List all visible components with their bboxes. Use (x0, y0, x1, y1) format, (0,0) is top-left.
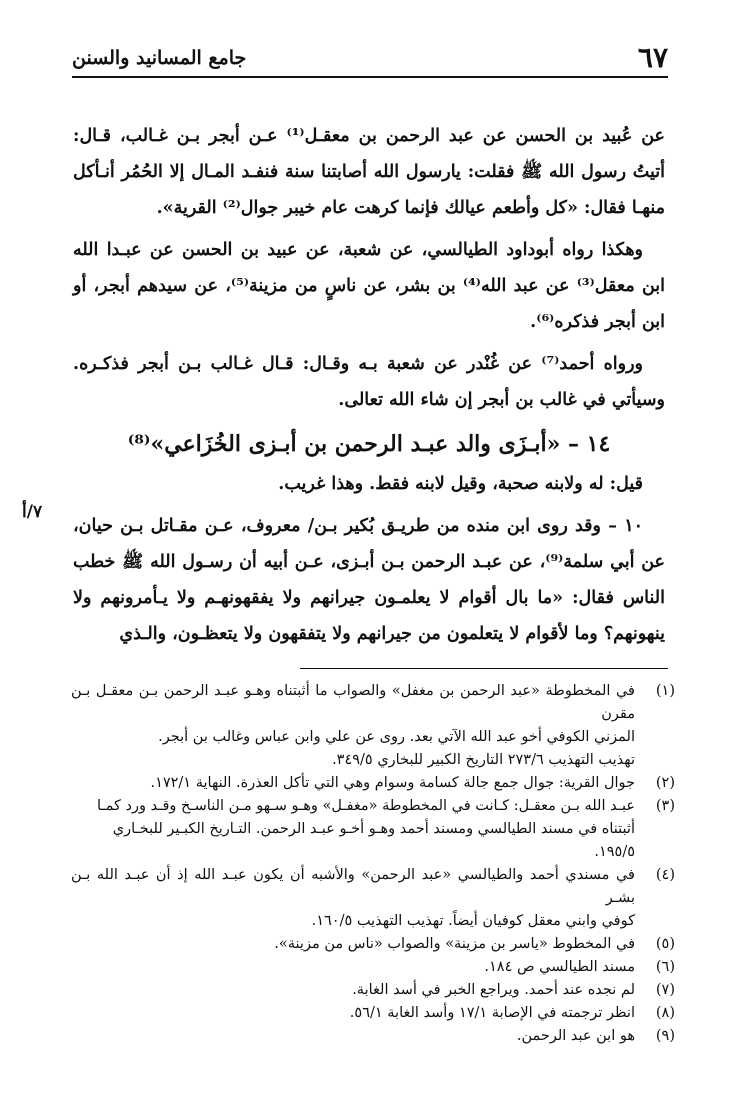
footnote-line: أثبتناه في مسند الطيالسي ومسند أحمد وهـو أخـو عبـد الرحمن. التـاريخ الكبـير للبخـاري (112, 821, 635, 837)
footnote-line: كوفي وابني معقل كوفيان أيضاً. تهذيب التهذيب ١٦٠/٥. (311, 913, 635, 929)
header-divider (72, 76, 668, 78)
footnote (71, 1025, 675, 1048)
footnote (71, 933, 675, 956)
footnote (71, 956, 675, 979)
footnote-line: جوال القرية: جوال جمع جالة كسامة وسوام وهي التي تأكل العذرة. النهاية ١٧٢/١. (150, 775, 635, 791)
paragraph-3: ورواه أحمد⁽⁷⁾ عن غُنْدر عن شعبة بـه وقـال: قـال غـالب بـن أبجر فذكـره. وسيأتي في غالب بن أبجر إن شاء الله تعالى. (73, 354, 665, 410)
footnote-divider (300, 668, 668, 669)
paragraph-5: ١٠ – وقد روى ابن منده من طريـق بُكير بـن/ معروف، عـن مقـاتل بـن حيان، عن أبي سلمة⁽⁹⁾، عن عبـد الرحمن بـن أبـزى، عـن أبيه أن رسـول الله ﷺ خطب الناس فقال: «ما بال أقوام لا يعلمـون جيرانهم ولا يفقهونهـم ولا يـأمرونهم ولا ينهونهم؟ وما لأقوام لا يتعلمون من جيرانهم ولا يتفقهون ولا يتعظـون، والـذي (73, 516, 666, 644)
footnote-number: (٥) (655, 936, 675, 952)
section-heading: ١٤ – «أبـزَى والد عبـد الرحمن بن أبـزى الخُزَاعي»⁽⁸⁾ (127, 431, 611, 457)
footnote (71, 680, 675, 772)
footnote-line: عبـد الله بـن معقـل: كـانت في المخطوطة «مغفـل» وهـو سـهو مـن الناسـخ وقـد ورد كمـا (96, 798, 635, 814)
footnote-line: مسند الطيالسي ص ١٨٤. (484, 959, 635, 975)
footnote-number: (١) (655, 683, 675, 699)
main-text (73, 118, 665, 658)
footnote (71, 772, 675, 795)
footnote-number: (٣) (655, 798, 675, 814)
footnote-line: في مسندي أحمد والطيالسي «عبد الرحمن» والأشبه أن يكون عبـد الله إذ أن عبـد الله بـن بشـر (71, 867, 635, 906)
footnote-line: تهذيب التهذيب ٢٧٣/٦ التاريخ الكبير للبخاري ٣٤٩/٥. (332, 752, 635, 768)
footnote-number: (٨) (655, 1005, 675, 1021)
paragraph-2: وهكذا رواه أبوداود الطيالسي، عن شعبة، عن عبيد بن الحسن عن عبـدا الله ابن معقل⁽³⁾ عن عبد الله⁽⁴⁾ بن بشر، عن ناسٍ من مزينة⁽⁵⁾، عن سيدهم أبجر، أو ابن أبجر فذكره⁽⁶⁾. (73, 240, 665, 332)
footnote-number: (٤) (655, 867, 675, 883)
footnote-line: لم نجده عند أحمد. ويراجع الخبر في أسد الغابة. (352, 982, 635, 998)
footnote-number: (٩) (655, 1028, 675, 1044)
page-header (72, 40, 668, 76)
footnote (71, 979, 675, 1002)
footnote-line: في المخطوط «ياسر بن مزينة» والصواب «ناس من مزينة». (274, 936, 635, 952)
footnote (71, 795, 675, 864)
footnote-number: (٢) (655, 775, 675, 791)
margin-folio-note: ٧/أ (22, 502, 43, 522)
footnote-number: (٧) (655, 982, 675, 998)
footnote-line: انظر ترجمته في الإصابة ١٧/١ وأسد الغابة ٥٦/١. (349, 1005, 635, 1021)
paragraph-1: عن عُبيد بن الحسن عن عبد الرحمن بن معقـل⁽¹⁾ عـن أبجر بـن غـالب، قـال: أتيتُ رسول الله ﷺ فقلت: يارسول الله أصابتنا سنة فنفـد المـال إلا الحُمُر أنـأكل منهـا فقال: «كل وأطعم عيالك فإنما كرهت عام خيبر جوال⁽²⁾ القرية». (73, 126, 666, 218)
footnote-line: هو ابن عبد الرحمن. (516, 1028, 635, 1044)
footnote-number: (٦) (655, 959, 675, 975)
footnote-line: المزني الكوفي أخو عبد الله الآتي بعد. روى عن علي وابن عباس وغالب بن أبجر. (158, 729, 635, 745)
footnote (71, 864, 675, 933)
footnote-line: في المخطوطة «عبد الرحمن بن مغفل» والصواب ما أثبتناه وهـو عبـد الرحمن بـن معقـل بـن مقرن (71, 683, 635, 722)
running-title: جامع المسانيد والسنن (72, 47, 247, 69)
footnote (71, 1002, 675, 1025)
page-number: ٦٧ (637, 41, 668, 74)
footnotes (71, 680, 675, 1048)
footnote-line: ١٩٥/٥. (594, 844, 635, 860)
paragraph-4: قيل: له ولابنه صحبة، وقيل لابنه فقط. وهذا غريب. (278, 474, 643, 494)
